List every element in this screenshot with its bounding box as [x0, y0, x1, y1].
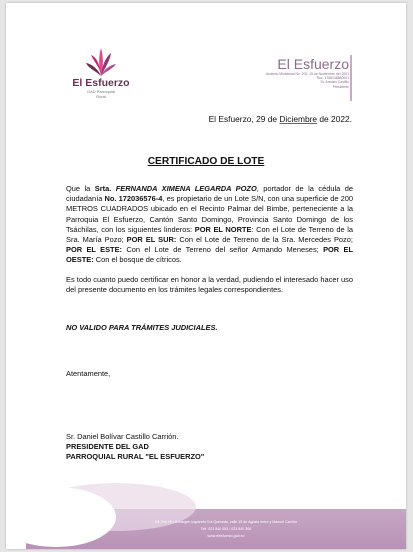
- date-month: Diciembre: [279, 114, 318, 124]
- document-date: [209, 114, 352, 124]
- text-run: , es propietario de un Lote S/N, con una superficie de 200 METROS CUADRADOS ubicado en el Recinto Palmar del Bimbe, perteneciente a la Parroquia El Esfuerzo, Cantón Santo Domingo, Provincia Santo Domingo de los Tsáchilas, con los siguientes linderos:: [66, 194, 353, 234]
- not-valid-notice: NO VALIDO PARA TRÁMITES JUDICIALES.: [66, 323, 218, 332]
- signer-role: PRESIDENTE DEL GAD: [66, 442, 149, 452]
- footer-wave-decoration: [6, 487, 116, 547]
- boundary-west: POR EL OESTE:: [66, 245, 354, 265]
- date-prefix: El Esfuerzo, 29 de: [208, 114, 280, 124]
- date-suffix: de 2022.: [317, 114, 352, 124]
- footer-website: www.elesfuerzo.gob.ec: [207, 534, 245, 538]
- id-number: No. 172036576-4: [104, 194, 163, 204]
- document-title: CERTIFICADO DE LOTE: [147, 156, 265, 167]
- text-run-bold: Srta.: [94, 184, 116, 193]
- header-address-line: Presidente: [332, 84, 349, 89]
- text-run: , portador de la cédula de ciudadanía: [66, 184, 353, 204]
- footer-band: [26, 509, 406, 549]
- signer-name: Sr. Daniel Bolívar Castillo Carrión.: [66, 432, 179, 441]
- text-run: Con el Lote de Terreno del señor Armando Meneses;: [122, 245, 324, 255]
- signature-block: [66, 432, 204, 463]
- header-address-block: [221, 57, 349, 89]
- logo-subtitle-1: GAD Parroquial: [86, 89, 115, 94]
- boundary-north: POR EL NORTE: [194, 224, 252, 234]
- footer-phone: Telf. 023 840 053 / 023 840 306: [200, 527, 252, 531]
- certification-statement: Es todo cuanto puedo certificar en honor a la verdad, pudiendo el interesado hacer uso del presente documento en los trámites legales correspondientes.: [66, 274, 353, 294]
- header-divider: [350, 55, 352, 101]
- gad-logo: [66, 47, 136, 99]
- header-address-line: Acuerdo Ministerial No. 202, 15 de Noviembre del 2001: [265, 72, 349, 76]
- logo-subtitle-2: Rural: [96, 94, 106, 99]
- closing: Atentamente,: [66, 369, 111, 378]
- footer-address: Dir. Km 19 • A margen izquierdo Vía Quevedo, calle 15 de Agosto entre y Manuel Carrión: [155, 520, 297, 524]
- flower-logo-icon: [84, 47, 118, 77]
- certificate-paragraph: [66, 184, 353, 266]
- text-run: Con el Lote de Terreno de la Sra. Mercedes Pozo;: [176, 235, 353, 245]
- header-address-line: Sr. Arévalo Castillo: [320, 80, 349, 85]
- signer-organization: PARROQUIAL RURAL "EL ESFUERZO": [66, 452, 205, 462]
- text-run: Que la: [66, 184, 95, 193]
- text-run: : Con el Lote de Terreno de la Sra. María Pozo;: [66, 224, 354, 245]
- header-title: El Esfuerzo: [277, 56, 349, 72]
- document-page: [6, 3, 406, 549]
- text-run: Con el bosque de cítricos.: [93, 255, 182, 265]
- logo-name: El Esfuerzo: [72, 77, 130, 89]
- header-address-line: Ruc. 1768138880001: [316, 76, 349, 81]
- owner-name: FERNANDA XIMENA LEGARDA POZO: [115, 184, 257, 193]
- boundary-east: POR EL ESTE:: [66, 245, 123, 255]
- boundary-south: POR EL SUR:: [126, 235, 177, 245]
- document-body: [66, 184, 353, 304]
